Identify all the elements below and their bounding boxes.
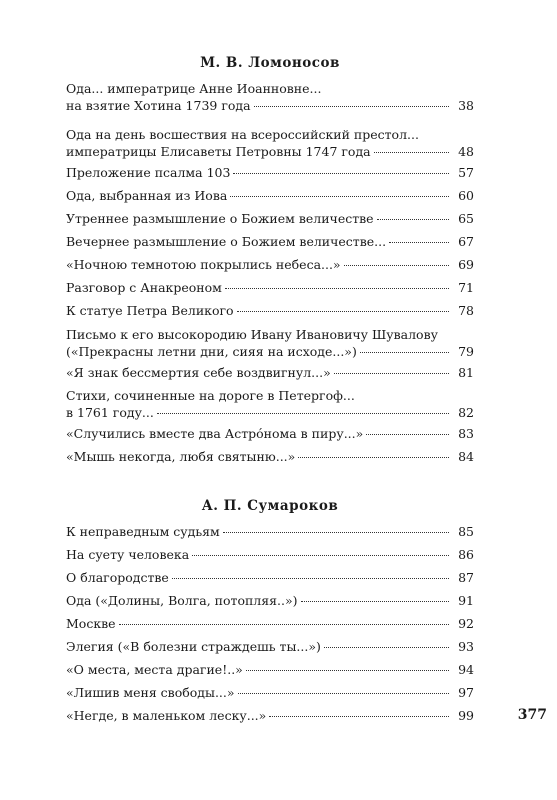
dot-leader <box>344 265 449 266</box>
entry-title-line: в 1761 году... <box>66 405 154 420</box>
entry-title-line: «О места, места драгие!..» <box>66 662 243 677</box>
entry-title-line: Вечернее размышление о Божием величестве... <box>66 234 387 249</box>
entry-page-number: 87 <box>458 570 474 585</box>
entry-title-line: Преложение псалма 103 <box>66 165 231 180</box>
entry-page-number: 81 <box>458 365 474 380</box>
dot-leader <box>237 311 449 312</box>
dot-leader <box>374 152 449 153</box>
entry-page-number: 48 <box>458 144 474 159</box>
entry-title-line: («Прекрасны летни дни, сияя на исходе...») <box>66 344 357 359</box>
dot-leader <box>246 670 449 671</box>
toc-entry <box>66 256 474 273</box>
entry-page-number: 92 <box>458 616 474 631</box>
entry-title-line: на взятие Хотина 1739 года <box>66 98 251 113</box>
dot-leader <box>324 647 449 648</box>
toc-entry <box>66 210 474 227</box>
entry-title-line: Ода... императрице Анне Иоанновне... <box>66 81 322 96</box>
entry-title-line: «Случились вместе два Астрóнома в пиру...» <box>66 426 364 441</box>
entry-page-number: 94 <box>458 662 474 677</box>
entry-page-number: 99 <box>458 708 474 723</box>
entry-page-number: 91 <box>458 593 474 608</box>
toc-entry <box>66 387 474 421</box>
entry-title-line: «Мышь некогда, любя святыню...» <box>66 449 296 464</box>
entry-page-number: 97 <box>458 685 474 700</box>
toc-entry <box>66 126 474 160</box>
toc-entry <box>66 326 474 360</box>
dot-leader <box>157 413 449 414</box>
toc-entry <box>66 592 474 609</box>
entry-page-number: 69 <box>458 257 474 272</box>
dot-leader <box>238 693 449 694</box>
entry-title-line: К неправедным судьям <box>66 524 220 539</box>
entry-page-number: 79 <box>458 344 474 359</box>
dot-leader <box>225 288 449 289</box>
toc-entry <box>66 187 474 204</box>
page-number: 377 <box>517 707 547 723</box>
toc-entry <box>66 661 474 678</box>
toc-entry <box>66 707 474 724</box>
toc-entry <box>66 80 474 114</box>
toc-entry <box>66 233 474 250</box>
toc-entry <box>66 364 474 381</box>
entry-page-number: 85 <box>458 524 474 539</box>
dot-leader <box>172 578 449 579</box>
dot-leader <box>389 242 449 243</box>
entry-page-number: 84 <box>458 449 474 464</box>
entry-page-number: 65 <box>458 211 474 226</box>
dot-leader <box>223 532 449 533</box>
entry-title-line: О благородстве <box>66 570 169 585</box>
entry-title-line: «Лишив меня свободы...» <box>66 685 235 700</box>
entry-page-number: 71 <box>458 280 474 295</box>
entry-page-number: 67 <box>458 234 474 249</box>
entry-title-line: Письмо к его высокородию Ивану Ивановичу Шувалову <box>66 327 438 342</box>
entry-page-number: 60 <box>458 188 474 203</box>
dot-leader <box>334 373 449 374</box>
entry-title-line: К статуе Петра Великого <box>66 303 234 318</box>
entry-title-line: Элегия («В болезни страждешь ты...») <box>66 639 321 654</box>
entry-title-line: Разговор с Анакреоном <box>66 280 222 295</box>
entry-page-number: 82 <box>458 405 474 420</box>
entry-title-line: Ода, выбранная из Иова <box>66 188 228 203</box>
toc-entry <box>66 302 474 319</box>
toc-entry <box>66 425 474 442</box>
dot-leader <box>192 555 449 556</box>
toc-entry <box>66 569 474 586</box>
entry-page-number: 83 <box>458 426 474 441</box>
entry-page-number: 57 <box>458 165 474 180</box>
entry-page-number: 86 <box>458 547 474 562</box>
entry-page-number: 78 <box>458 303 474 318</box>
entry-title-line: «Ночною темнотою покрылись небеса...» <box>66 257 341 272</box>
entry-page-number: 93 <box>458 639 474 654</box>
dot-leader <box>298 457 449 458</box>
toc-entry <box>66 638 474 655</box>
entry-title-line: Ода на день восшествия на всероссийский престол... <box>66 127 419 142</box>
dot-leader <box>301 601 450 602</box>
dot-leader <box>119 624 449 625</box>
dot-leader <box>269 716 449 717</box>
entry-title-line: «Негде, в маленьком леску...» <box>66 708 267 723</box>
toc-entry <box>66 448 474 465</box>
entry-title-line: «Я знак бессмертия себе воздвигнул...» <box>66 365 331 380</box>
toc-entry <box>66 615 474 632</box>
entry-title-line: Утреннее размышление о Божием величестве <box>66 211 374 226</box>
dot-leader <box>233 173 449 174</box>
entry-title-line: На суету человека <box>66 547 190 562</box>
toc-entry <box>66 279 474 296</box>
toc-entry <box>66 523 474 540</box>
toc-entry <box>66 546 474 563</box>
dot-leader <box>254 106 449 107</box>
entry-page-number: 38 <box>458 98 474 113</box>
dot-leader <box>377 219 449 220</box>
section-title-sumarokov: А. П. Сумароков <box>201 498 339 514</box>
dot-leader <box>360 352 449 353</box>
dot-leader <box>366 434 449 435</box>
toc-entry <box>66 684 474 701</box>
entry-title-line: Стихи, сочиненные на дороге в Петергоф... <box>66 388 355 403</box>
entry-title-line: Ода («Долины, Волга, потопляя..») <box>66 593 298 608</box>
section-title-lomonosov: М. В. Ломоносов <box>200 55 340 71</box>
toc-entry <box>66 164 474 181</box>
dot-leader <box>230 196 449 197</box>
entry-title-line: Москве <box>66 616 116 631</box>
entry-title-line: императрицы Елисаветы Петровны 1747 года <box>66 144 371 159</box>
toc-page <box>66 0 474 800</box>
